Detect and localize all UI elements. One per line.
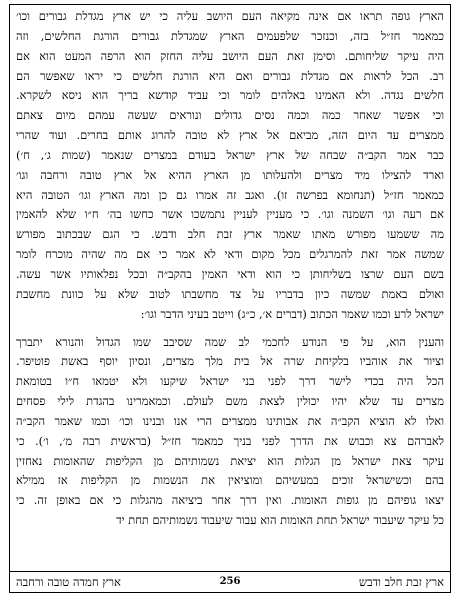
page-body: [16, 7, 444, 531]
text-line: היה עיקר שליחותם. וסימן זאת העם היושב עליה החזק הוא הרפה המעט הוא אם: [16, 48, 444, 63]
text-line: יצאו גופיהם מן גופות האומות. ואין דרך אחר ביציאה מהגלות כי אם באופן זה. כי: [16, 493, 444, 508]
text-line: רב. הכל לראות אם מגדלת גבורים ואם היא הורגת חלשים כי יראו שאפשר הם: [16, 68, 444, 83]
footer-running-title-right: ארץ זבת חלב ודבש: [358, 575, 444, 589]
text-line: כמאמר חז״ל (תנחומא בפרשה זו). ואגב זה אמרו גם כן ומה הארץ וגו׳ הטובה היא: [16, 187, 444, 202]
text-line: וארד להצילו מיד מצרים ולהעלותו מן הארץ ההיא אל ארץ טובה ורחבה וגו׳: [16, 167, 444, 182]
text-line: בהם וכשישראל זוכים במעשיהם ומוציאין את הנשמות מן הקליפות אז ממילא: [16, 473, 444, 488]
paragraph-2: [16, 333, 444, 531]
text-line: אם רעה וגו׳ השמנה וגו׳. כי מעניין לעניין נתמשכו אשר כחשו בה׳ ח״ו שלא להאמין: [16, 207, 444, 222]
text-line: וכי אפשר שאחר כמה וכמה נסים גדולים ונוראים שעשה עמהם מיום צאתם: [16, 108, 444, 123]
footer-running-title-left: ארץ חמדה טובה ורחבה: [16, 575, 121, 589]
paragraph-1: [16, 7, 444, 325]
text-line: כל עיקר שיעבוד ישראל תחת האומות הוא עבור שיעבוד נשמותיהם תחת יד: [116, 513, 444, 528]
text-line: ממצרים עד היום הזה, מביאם אל ארץ לא טובה להרוג אותם בחרים. ועוד שהרי: [16, 128, 444, 143]
text-line: ואולם באמת שמשה כיון בדבריו על צד מחשבתו לטוב שלא על כוונת מחשבת: [16, 286, 444, 301]
text-line: הכל היה בכדי לישר דרך לפני בני ישראל שיקעו ולא יטמאו ח״ו בטומאת: [16, 374, 444, 389]
book-page: [9, 4, 451, 593]
text-line: עיקר צאת ישראל מן הגלות הוא יציאת נשמותיהם מן הקליפות שהאומות נאחזין: [16, 453, 444, 468]
text-line: חלשים נגדה. ולא האמינו באלהים לומר וכי עביד קודשא בריך הוא ניסא לשקרא.: [16, 88, 444, 103]
text-line: הארץ גופה תראו אם אינה מקיאה העם היושב עליה כי יש ארץ מגדלת גבורים וכו׳: [16, 9, 444, 23]
text-line: ישראל לרע וכמו שאמר הכתוב (דברים א׳, כ״ג) וייטב בעיני הדבר וגו׳:: [140, 306, 444, 321]
paragraph-gap: [16, 325, 444, 333]
text-line: וציור את אוהביו בלקיחת שרה אל בית מלך מצרים, ונסיון יוסף באשת פוטיפר.: [16, 354, 444, 369]
text-line: כבר אמר הקב״ה שבחה של ארץ ישראל בעודם במצרים שנאמר (שמות ג׳, ח׳): [16, 147, 444, 162]
text-line: ואלו לא הוציא הקב״ה את אבותינו ממצרים הרי אנו ובנינו וכו׳ וכמו שאמר הקב״ה: [16, 413, 444, 428]
page-footer: [10, 571, 450, 592]
page-number: 256: [219, 576, 241, 587]
text-line: לאברהם צא וכבוש את הדרך לפני בניך כמאמר חז״ל (בראשית רבה מ׳, ו׳). כי: [16, 433, 444, 448]
text-line: מצרים עד שלא יהיו יכולין לצאת משם לעולם. וכמאמרינו בהגדת לילי פסחים: [16, 394, 444, 409]
text-line: מה ששמעו מפורש מאתו שאמר ארץ זבת חלב ודבש. כי הגם שבכתוב מפורש: [16, 227, 444, 242]
text-line: שמשה אמר זאת להמרגלים מכל מקום ודאי לא אמר כי אם מה שהיה מוכרח לומר: [16, 247, 444, 262]
text-line: והענין הוא, על פי הנודע לחכמי לב שמה שסיבב שמו הגדול והנורא יתברך: [16, 334, 444, 349]
text-line: בשם העם שרצו בשליחותן כי הוא ודאי האמין בהקב״ה ובכל נפלאותיו אשר עשה.: [16, 266, 444, 281]
text-line: כמאמר חז״ל בזה, וכנזכר שלפעמים הארץ שמגדלת גבורים הורגת החלשים, וזה: [16, 28, 444, 43]
